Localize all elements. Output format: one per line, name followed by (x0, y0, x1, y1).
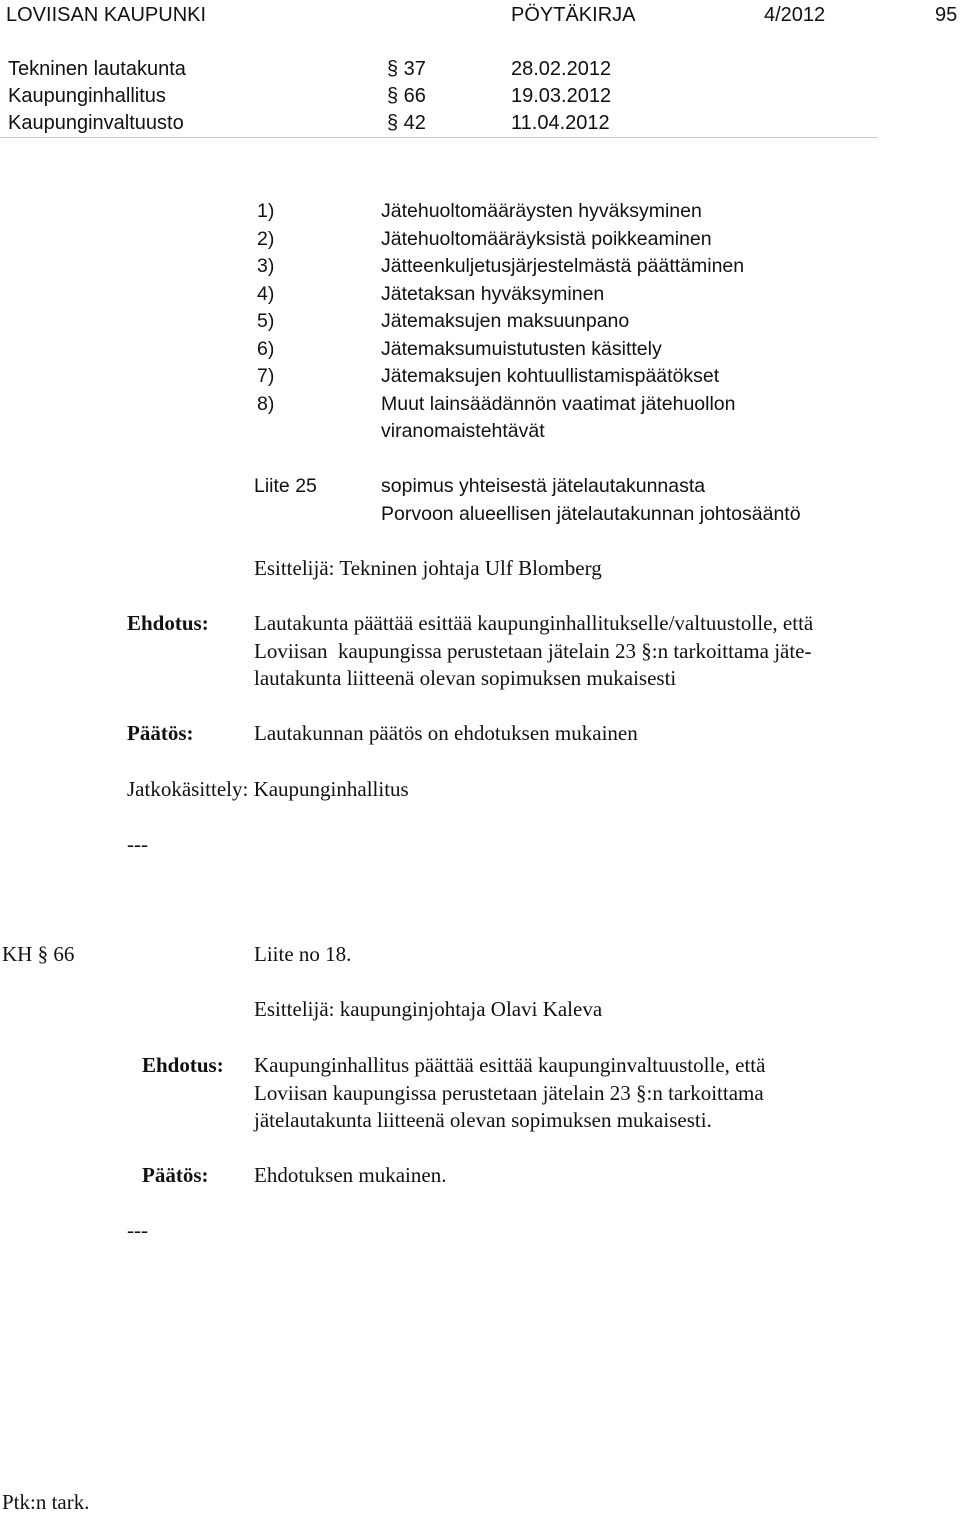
list-item-number: 1) (257, 200, 275, 222)
list-item-continuation: viranomaistehtävät (381, 420, 545, 442)
list-item: Muut lainsäädännön vaatimat jätehuollon (381, 392, 736, 415)
list-item: Jätetaksan hyväksyminen (381, 282, 605, 305)
list-item: Jätteenkuljetusjärjestelmästä päättäminen (381, 255, 745, 277)
list-item: Jätehuoltomääräyksistä poikkeaminen (381, 227, 712, 250)
proposal-line: Loviisan kaupungissa perustetaan jätelain 23 §:n tarkoittama jäte- (254, 638, 812, 663)
decision-label: Päätös: (127, 721, 194, 745)
presenter: Esittelijä: kaupunginjohtaja Olavi Kaleva (254, 997, 603, 1021)
list-item-number: 7) (257, 365, 275, 387)
decision-text: Lautakunnan päätös on ehdotuksen mukainen (254, 721, 638, 745)
decision-label: Päätös: (142, 1163, 209, 1187)
followup: Jatkokäsittely: Kaupunginhallitus (127, 777, 409, 801)
meeting-body: Kaupunginvaltuusto (8, 112, 184, 134)
document-type: PÖYTÄKIRJA (511, 4, 636, 26)
issue-number: 4/2012 (764, 4, 826, 26)
proposal-label: Ehdotus: (127, 611, 209, 635)
attachment-line: sopimus yhteisestä jätelautakunnasta (381, 475, 706, 497)
section-heading: KH § 66 (2, 942, 75, 966)
section-separator: --- (127, 832, 148, 856)
list-item-number: 4) (257, 282, 275, 305)
proposal-line: Lautakunta päättää esittää kaupunginhallitukselle/valtuustolle, että (254, 611, 814, 635)
list-item-number: 6) (257, 337, 275, 360)
list-item-number: 3) (257, 255, 275, 277)
attachment-label: Liite 25 (254, 475, 317, 497)
proposal-line: lautakunta liitteenä olevan sopimuksen mukaisesti (254, 666, 677, 690)
header-divider (0, 137, 878, 138)
list-item-number: 5) (257, 310, 275, 332)
meeting-date: 19.03.2012 (511, 85, 612, 107)
presenter: Esittelijä: Tekninen johtaja Ulf Blomberg (254, 556, 602, 580)
meeting-body: Kaupunginhallitus (8, 85, 166, 107)
proposal-line: jätelautakunta liitteenä olevan sopimuksen mukaisesti. (254, 1108, 712, 1132)
meeting-section: § 66 (387, 85, 426, 107)
list-item-number: 8) (257, 392, 275, 415)
proposal-line: Loviisan kaupungissa perustetaan jätelain 23 §:n tarkoittama (254, 1080, 764, 1105)
footer-note: Ptk:n tark. (2, 1490, 90, 1514)
city-name: LOVIISAN KAUPUNKI (6, 4, 207, 26)
meeting-date: 11.04.2012 (511, 112, 610, 134)
meeting-body: Tekninen lautakunta (8, 58, 186, 80)
meeting-section: § 42 (387, 112, 426, 134)
proposal-text (254, 610, 813, 693)
list-item: Jätemaksujen maksuunpano (381, 310, 630, 332)
list-item-number: 2) (257, 227, 275, 250)
attachment-reference: Liite no 18. (254, 942, 352, 966)
proposal-label: Ehdotus: (142, 1053, 224, 1077)
meeting-date: 28.02.2012 (511, 58, 612, 80)
proposal-text (254, 1052, 765, 1135)
list-item: Jätehuoltomääräysten hyväksyminen (381, 200, 702, 222)
list-item: Jätemaksujen kohtuullistamispäätökset (381, 365, 720, 387)
meeting-section: § 37 (387, 58, 426, 80)
attachment-line: Porvoon alueellisen jätelautakunnan johtosääntö (381, 502, 801, 525)
decision-text: Ehdotuksen mukainen. (254, 1163, 447, 1187)
section-separator: --- (127, 1218, 148, 1242)
page-number: 95 (935, 4, 958, 26)
list-item: Jätemaksumuistutusten käsittely (381, 337, 662, 360)
proposal-line: Kaupunginhallitus päättää esittää kaupunginvaltuustolle, että (254, 1053, 766, 1077)
